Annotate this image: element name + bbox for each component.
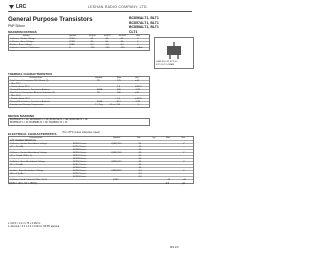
table-cell: Emitter - Base Breakdown Voltage <box>10 170 44 172</box>
section-electrical: ELECTRICAL CHARACTERISTICS <box>8 132 57 136</box>
device-marking-line: BC856ALT1 = 3A; BC856BLT1 = 3B; BC857ALT1 = 3E; BC857BLT1 = 3F <box>10 118 88 121</box>
table-cell: -5.0 <box>90 44 94 46</box>
table-cell: °C/W <box>135 101 141 103</box>
table-cell: mW/°C <box>135 86 142 88</box>
table-cell: -30 <box>138 158 142 160</box>
table-header: Unit <box>181 137 185 139</box>
table-cell: BC857 Series <box>73 173 87 175</box>
table-cell: V <box>183 161 185 163</box>
table-cell: (IC = -10 µA, VEB = 0) <box>10 155 32 157</box>
table-cell: TA = 25°C <box>11 83 21 85</box>
table-cell: 2.4 <box>117 98 121 100</box>
table-cell: -100 <box>90 47 95 49</box>
table-row <box>9 104 149 107</box>
table-cell: VCBO <box>69 41 76 43</box>
table-header: Symbol <box>69 35 77 37</box>
table-cell: 417 <box>117 101 121 103</box>
table-cell: PD <box>97 92 101 94</box>
page-number: M3 1/3 <box>170 245 179 249</box>
table-cell: V <box>137 38 139 40</box>
logo <box>8 4 30 10</box>
table-cell: -45 <box>138 146 142 148</box>
company-name: LESHAN RADIO COMPANY, LTD. <box>88 5 148 9</box>
table-cell: V <box>183 152 185 154</box>
table-cell: V(BR)EBO <box>111 170 122 172</box>
table-cell: -5.0 <box>138 176 142 178</box>
electrical-note: (TA = 25°C unless otherwise noted) <box>62 131 100 135</box>
table-header: Max <box>117 77 122 79</box>
package-figure <box>154 37 194 69</box>
table-header: Max <box>166 137 171 139</box>
table-cell: V <box>137 44 139 46</box>
table-header: Characteristic <box>29 77 43 79</box>
table-cell: VEBO <box>69 44 76 46</box>
table-cell: -100 <box>105 47 110 49</box>
table-cell: (VCB = -30 V, TA = 150°C) <box>9 181 38 185</box>
table-cell: Junction and Storage Temperature <box>10 104 44 106</box>
table-subheader: OFF CHARACTERISTICS <box>10 140 36 142</box>
table-cell: IC <box>69 47 72 49</box>
table-cell: -5.0 <box>138 170 142 172</box>
part-number: BC858ALT1, BLT1 <box>129 25 159 30</box>
table-cell: TA = 25°C <box>11 95 21 97</box>
part-number: BC857ALT1, BLT1 <box>129 20 159 25</box>
part-number: BC856ALT1, BLT1 <box>129 16 159 20</box>
table-cell: Collector Current - Continuous <box>10 47 40 49</box>
table-cell: Collector Cutoff Current (VCB = -30 V) <box>10 179 48 181</box>
table-cell: BC856 Series <box>73 152 87 154</box>
table-cell: BC858 Series <box>73 176 87 178</box>
table-cell: BC856 Series <box>73 161 87 163</box>
table-cell: 556 <box>117 89 121 91</box>
electrical-table <box>8 136 194 184</box>
table-cell: -30 <box>120 41 124 43</box>
table-cell: BC857 Series <box>73 146 87 148</box>
table-cell: BC857 Series <box>73 164 87 166</box>
table-cell: mW/°C <box>135 98 142 100</box>
table-cell: -80 <box>90 41 94 43</box>
table-header: Symbol <box>113 137 121 139</box>
max-ratings-table <box>8 34 150 51</box>
logo-icon <box>8 4 15 10</box>
table-cell: Thermal Resistance, Junction to Ambient <box>10 101 50 103</box>
table-cell: -15 <box>167 179 171 181</box>
table-cell: BC856 Series <box>73 143 87 145</box>
table-header: Symbol <box>95 77 103 79</box>
table-cell: V(BR)CBO <box>111 161 122 163</box>
electrical-table-extra <box>8 183 192 186</box>
table-cell: -4.0 <box>165 181 170 185</box>
table-cell: Derate above 25°C <box>11 86 30 88</box>
table-cell: 1.8 <box>117 86 121 88</box>
table-cell: -45 <box>105 38 109 40</box>
table-cell: V <box>137 41 139 43</box>
table-header: Typ <box>152 137 156 139</box>
table-cell: -30 <box>138 149 142 151</box>
header-divider <box>8 11 192 12</box>
table-cell: Collector - Emitter Breakdown Voltage <box>10 143 47 145</box>
table-cell: Total Device Dissipation FR-5 Board (1) <box>10 80 49 82</box>
table-cell: PD <box>97 80 101 82</box>
table-cell: -100 <box>120 47 125 49</box>
table-cell: BC856 Series <box>73 170 87 172</box>
table-cell: RθJA <box>97 101 103 103</box>
table-cell: BC857 Series <box>73 155 87 157</box>
transistor-package-icon <box>155 40 193 62</box>
package-case: CASE 318, 08, STYLE 6 <box>156 61 178 63</box>
table-cell: Thermal Resistance, Junction to Ambient <box>10 89 50 91</box>
table-cell: (IC = -10 µA) <box>10 164 23 166</box>
table-cell: mAdc <box>137 47 143 49</box>
table-cell: V <box>183 170 185 172</box>
table-cell: Collector - Emitter Breakdown Voltage <box>10 152 47 154</box>
table-cell: -5.0 <box>120 44 124 46</box>
table-cell: BC858 Series <box>73 167 87 169</box>
subtitle: PNP Silicon <box>8 24 25 28</box>
table-cell: Collector - Emitter Voltage <box>10 38 36 40</box>
table-cell: -65 <box>90 38 94 40</box>
table-header: Unit <box>136 35 140 37</box>
table-cell: (IC = -10 mA) <box>10 146 24 148</box>
table-cell: Total Device Dissipation Alumina Substrate (2) <box>10 92 55 94</box>
table-cell: RθJA <box>97 89 103 91</box>
table-cell: -55 to +150 <box>109 104 121 106</box>
footnotes <box>8 223 60 229</box>
table-cell: -80 <box>138 161 142 163</box>
section-device-marking: DEVICE MARKING <box>8 114 35 118</box>
table-cell: -50 <box>138 155 142 157</box>
table-cell: Collector - Base Voltage <box>10 41 34 43</box>
table-cell: Collector - Base Breakdown Voltage <box>10 161 46 163</box>
table-cell: 300 <box>117 92 121 94</box>
section-thermal: THERMAL CHARACTERISTICS <box>8 72 53 76</box>
table-cell: µA <box>182 181 185 185</box>
table-cell: nA <box>183 179 186 181</box>
table-cell: (IE = -1.0 µA) <box>10 173 24 175</box>
package-name: SOT-23 (TO-236AB) <box>156 63 175 66</box>
table-cell: -50 <box>105 41 109 43</box>
table-cell: -5.0 <box>138 173 142 175</box>
device-marking-box <box>8 118 150 126</box>
table-cell: -80 <box>138 152 142 154</box>
table-cell: 225 <box>117 80 121 82</box>
table-header: BC856 <box>89 35 96 37</box>
table-cell: Derate above 25°C <box>11 98 30 100</box>
table-cell: -30 <box>120 38 124 40</box>
table-cell: BC858 Series <box>73 158 87 160</box>
table-cell: Emitter - Base Voltage <box>10 44 32 46</box>
table-cell: mW <box>135 92 139 94</box>
table-row <box>9 47 149 50</box>
logo-text: LRC <box>16 4 27 10</box>
table-cell: mW <box>135 80 139 82</box>
table-cell: -30 <box>138 167 142 169</box>
table-header: Rating <box>23 35 30 37</box>
table-cell: -50 <box>138 164 142 166</box>
device-marking-line: BC858ALT1 = 3J; BC858BLT1 = 3K; BC858CLT1 = 3L <box>10 121 68 124</box>
table-cell: TJ, Tstg <box>95 104 103 106</box>
table-header: Unit <box>135 77 139 79</box>
table-cell: BC858 Series <box>73 149 87 151</box>
table-cell: ICBO <box>113 179 119 181</box>
table-cell: -65 <box>138 143 142 145</box>
footnote: 2. Alumina = 0.4 x 0.3 x 0.024 in. 99.5% alumina. <box>8 224 60 228</box>
table-cell: V(BR)CES <box>111 152 122 154</box>
part-number-list <box>129 16 159 34</box>
table-cell: V <box>183 143 185 145</box>
table-cell: -5.0 <box>105 44 109 46</box>
footnote: 1. FR-5 = 1.0 x 0.75 x 0.062 in. <box>8 222 41 225</box>
section-max-ratings: MAXIMUM RATINGS <box>8 30 37 34</box>
table-header: Characteristic <box>29 137 43 139</box>
table-cell: V(BR)CEO <box>111 143 122 145</box>
table-cell: °C/W <box>135 89 141 91</box>
table-cell: VCEO <box>69 38 76 40</box>
table-header: Min <box>137 137 141 139</box>
page-title: General Purpose Transistors <box>8 16 93 23</box>
thermal-table <box>8 76 150 108</box>
table-header: BC857 <box>104 35 111 37</box>
table-cell: °C <box>137 104 140 106</box>
part-number: CLT1 <box>129 29 138 34</box>
table-header: BC858 <box>119 35 126 37</box>
